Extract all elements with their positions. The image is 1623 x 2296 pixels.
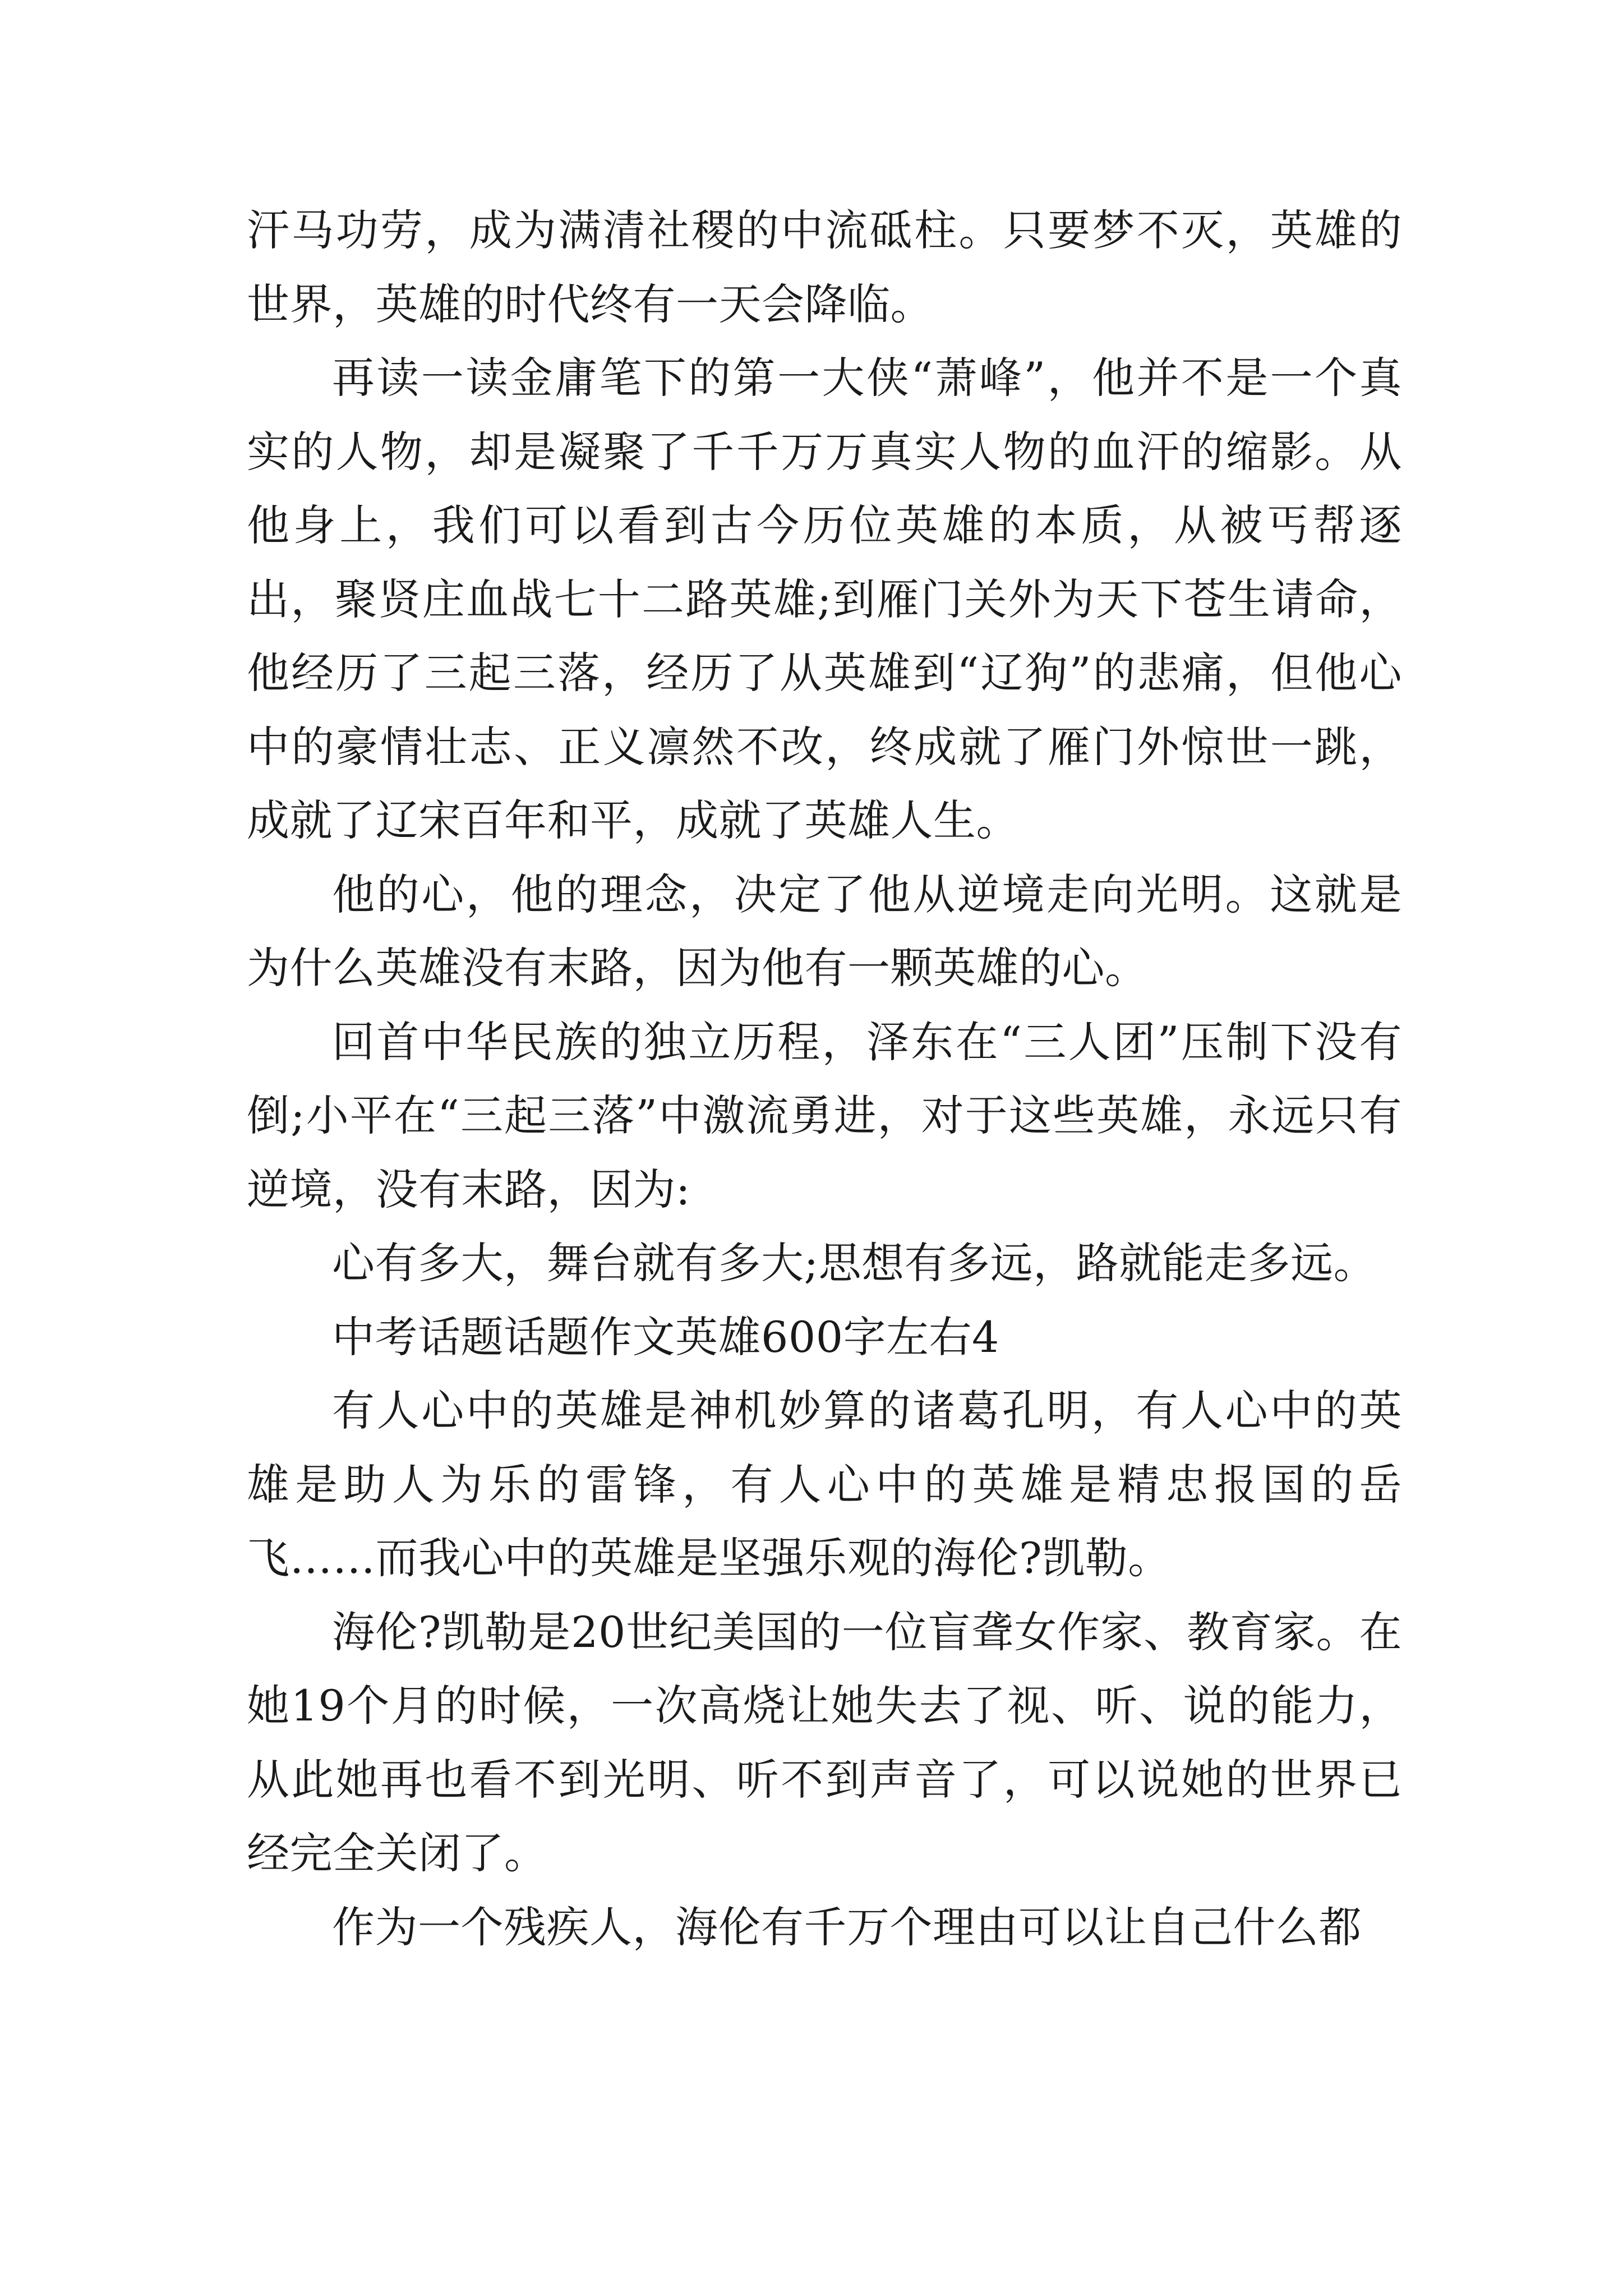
paragraph-xiao-feng: 再读一读金庸笔下的第一大侠“萧峰”，他并不是一个真实的人物，却是凝聚了千千万万真实人物的血汗的缩影。从他身上，我们可以看到古今历位英雄的本质，从被丐帮逐出，聚贤庄血战七十二路英雄;到雁门关外为天下苍生请命，他经历了三起三落，经历了从英雄到“辽狗”的悲痛，但他心中的豪情壮志、正义凛然不改，终成就了雁门外惊世一跳，成就了辽宋百年和平，成就了英雄人生。 bbox=[247, 353, 1402, 845]
paragraph-heart-belief: 他的心，他的理念，决定了他从逆境走向光明。这就是为什么英雄没有末路，因为他有一颗英雄的心。 bbox=[247, 869, 1402, 993]
paragraph-motto: 心有多大，舞台就有多大;思想有多远，路就能走多远。 bbox=[332, 1238, 1377, 1288]
paragraph-helen-keller: 海伦?凯勒是20世纪美国的一位盲聋女作家、教育家。在她19个月的时候，一次高烧让她失去了视、听、说的能力，从此她再也看不到光明、听不到声音了，可以说她的世界已经完全关闭了。 bbox=[247, 1607, 1402, 1878]
paragraph-national-history: 回首中华民族的独立历程，泽东在“三人团”压制下没有倒;小平在“三起三落”中激流勇进，对于这些英雄，永远只有逆境，没有末路，因为: bbox=[247, 1016, 1402, 1214]
paragraph-heroes-in-mind: 有人心中的英雄是神机妙算的诸葛孔明，有人心中的英雄是助人为乐的雷锋，有人心中的英雄是精忠报国的岳飞……而我心中的英雄是坚强乐观的海伦?凯勒。 bbox=[247, 1386, 1402, 1583]
document-body bbox=[247, 194, 1402, 1964]
essay-heading: 中考话题话题作文英雄600字左右4 bbox=[332, 1312, 999, 1362]
paragraph-disabled: 作为一个残疾人，海伦有千万个理由可以让自己什么都 bbox=[332, 1902, 1362, 1952]
paragraph-continued: 汗马功劳，成为满清社稷的中流砥柱。只要梦不灭，英雄的世界，英雄的时代终有一天会降临。 bbox=[247, 205, 1402, 329]
